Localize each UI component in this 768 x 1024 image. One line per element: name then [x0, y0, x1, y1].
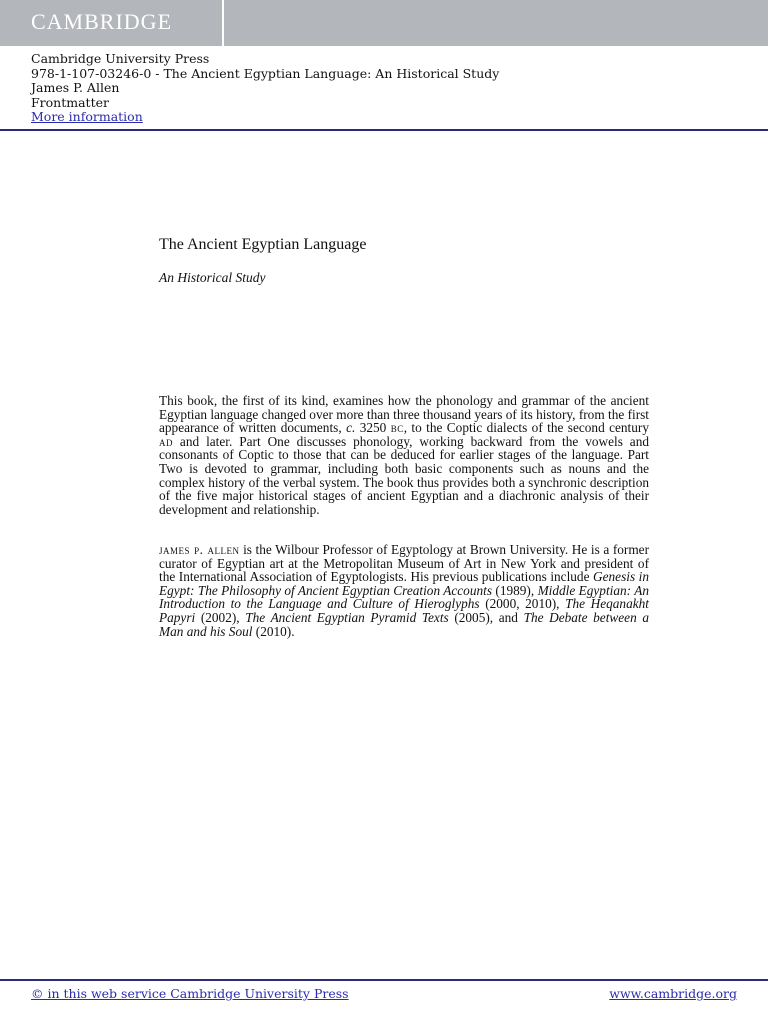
isbn-title: 978-1-107-03246-0 - The Ancient Egyptian Language: An Historical Study	[31, 65, 500, 81]
publisher-name: Cambridge University Press	[31, 51, 210, 66]
header-rule	[0, 129, 768, 131]
book-metadata	[31, 52, 499, 125]
author-bio: james p. allen is the Wilbour Professor of Egyptology at Brown University. He is a former curator of Egyptian art at the Metropolitan Museum of Art in New York and president of the International Association of Egyptologists. His previous publications include Genesis in Egypt: The Philosophy of Ancient Egyptian Creation Accounts (1989), Middle Egyptian: An Introduction to the Language and Culture of Hieroglyphs (2000, 2010), The Heqanakht Papyri (2002), The Ancient Egyptian Pyramid Texts (2005), and The Debate between a Man and his Soul (2010).	[159, 542, 650, 639]
header-banner	[0, 0, 768, 46]
cambridge-logo: CAMBRIDGE	[31, 9, 173, 34]
author-bio-name: james p. allen	[159, 542, 240, 557]
book-description: This book, the first of its kind, examines how the phonology and grammar of the ancient Egyptian language changed over more than three thousand years of its history, from the first appearance of written documents, c. 3250 bc, to the Coptic dialects of the second century ad and later. Part One discusses phonology, working backward from the vowels and consonants of Coptic to those that can be deduced for earlier stages of the language. Part Two is devoted to grammar, including both basic components such as nouns and the complex history of the verbal system. The book thus provides both a synchronic description of the five major historical stages of ancient Egyptian and a diachronic analysis of their development and relationship.	[159, 393, 649, 517]
copyright-link[interactable]: © in this web service Cambridge University Press	[31, 986, 349, 1001]
more-information-link[interactable]: More information	[31, 109, 143, 124]
section-name: Frontmatter	[31, 94, 109, 110]
banner-divider	[222, 0, 224, 46]
book-title: The Ancient Egyptian Language	[159, 236, 367, 253]
book-subtitle: An Historical Study	[159, 270, 266, 285]
footer-rule	[0, 979, 768, 981]
author-name: James P. Allen	[31, 80, 120, 95]
website-link[interactable]: www.cambridge.org	[609, 986, 737, 1001]
